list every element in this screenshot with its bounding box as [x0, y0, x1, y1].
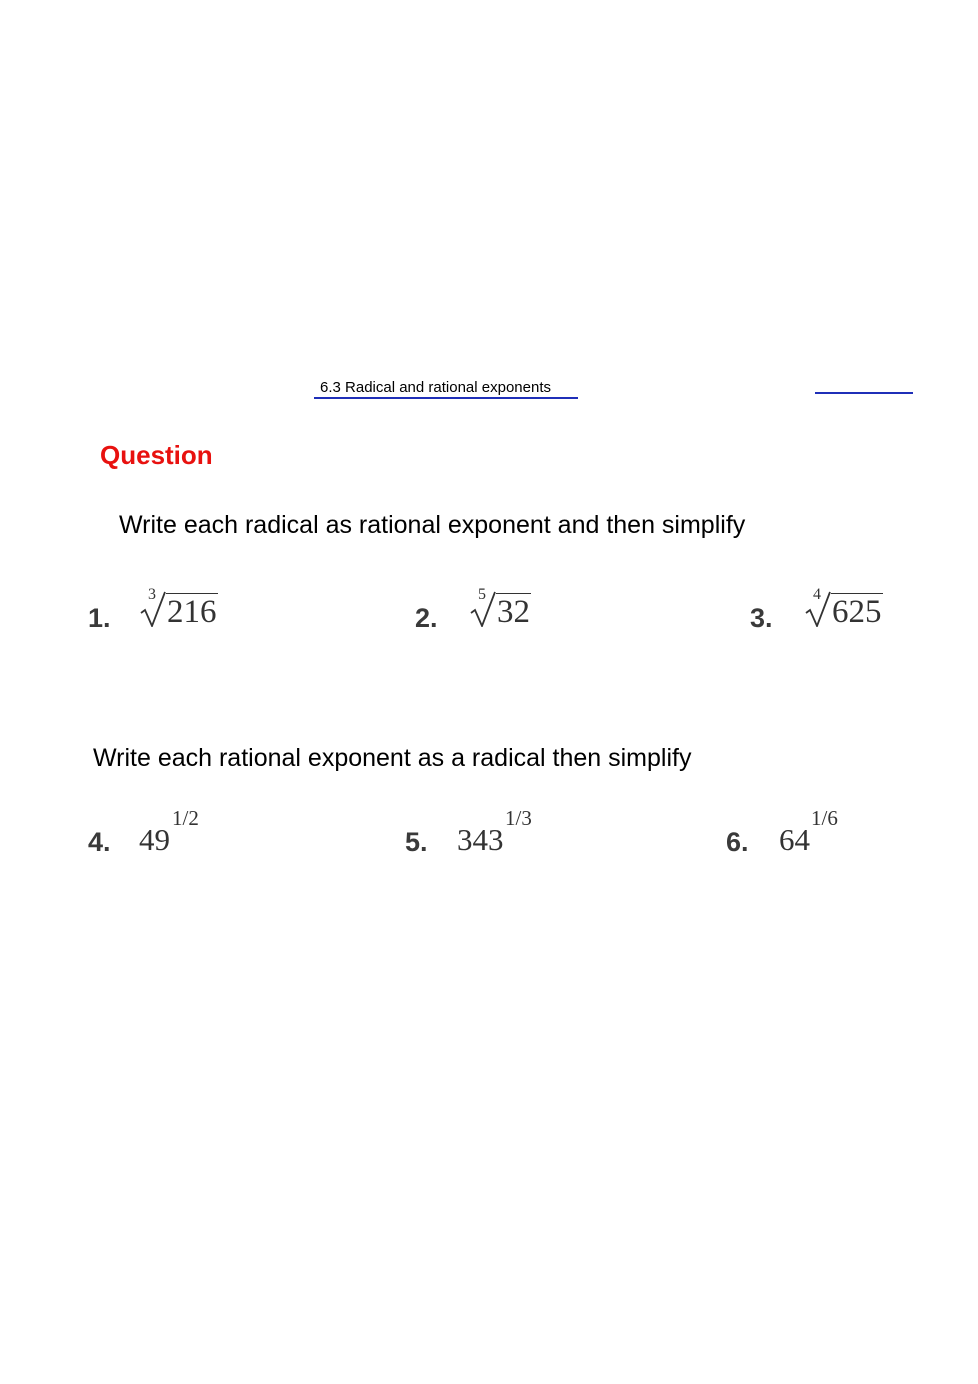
power-base: 49 — [139, 822, 170, 857]
problem-number: 6. — [726, 827, 749, 857]
problem-number: 2. — [415, 603, 438, 633]
power-exponent: 1/3 — [505, 806, 532, 830]
problem-6 — [726, 807, 866, 857]
header-underline — [815, 392, 913, 394]
radical-expression — [470, 586, 540, 633]
radicand: 32 — [497, 594, 530, 630]
power-expression — [457, 807, 552, 857]
problem-1 — [88, 583, 228, 633]
instruction-exponents: Write each rational exponent as a radical then simplify — [93, 744, 692, 772]
root-index: 4 — [813, 586, 821, 603]
question-heading: Question — [100, 440, 213, 470]
power-exponent: 1/6 — [811, 806, 838, 830]
problem-5 — [405, 807, 555, 857]
problem-number: 3. — [750, 603, 773, 633]
radical-sign-icon — [140, 591, 166, 627]
radicand: 625 — [832, 594, 882, 630]
root-index: 3 — [148, 586, 156, 603]
power-expression — [779, 807, 859, 857]
problem-number: 4. — [88, 827, 111, 857]
problem-number: 5. — [405, 827, 428, 857]
radicand: 216 — [167, 594, 217, 630]
radical-sign-icon — [805, 591, 831, 627]
header-title: 6.3 Radical and rational exponents — [314, 379, 578, 399]
radical-expression — [140, 586, 230, 633]
problem-4 — [88, 807, 228, 857]
instruction-radicals: Write each radical as rational exponent and then simplify — [119, 511, 746, 539]
power-exponent: 1/2 — [172, 806, 199, 830]
radical-sign-icon — [470, 591, 496, 627]
power-base: 64 — [779, 822, 810, 857]
power-expression — [139, 807, 219, 857]
problem-3 — [750, 583, 890, 633]
radical-expression — [805, 586, 890, 633]
power-base: 343 — [457, 822, 504, 857]
root-index: 5 — [478, 586, 486, 603]
problem-number: 1. — [88, 603, 111, 633]
problem-2 — [415, 583, 545, 633]
